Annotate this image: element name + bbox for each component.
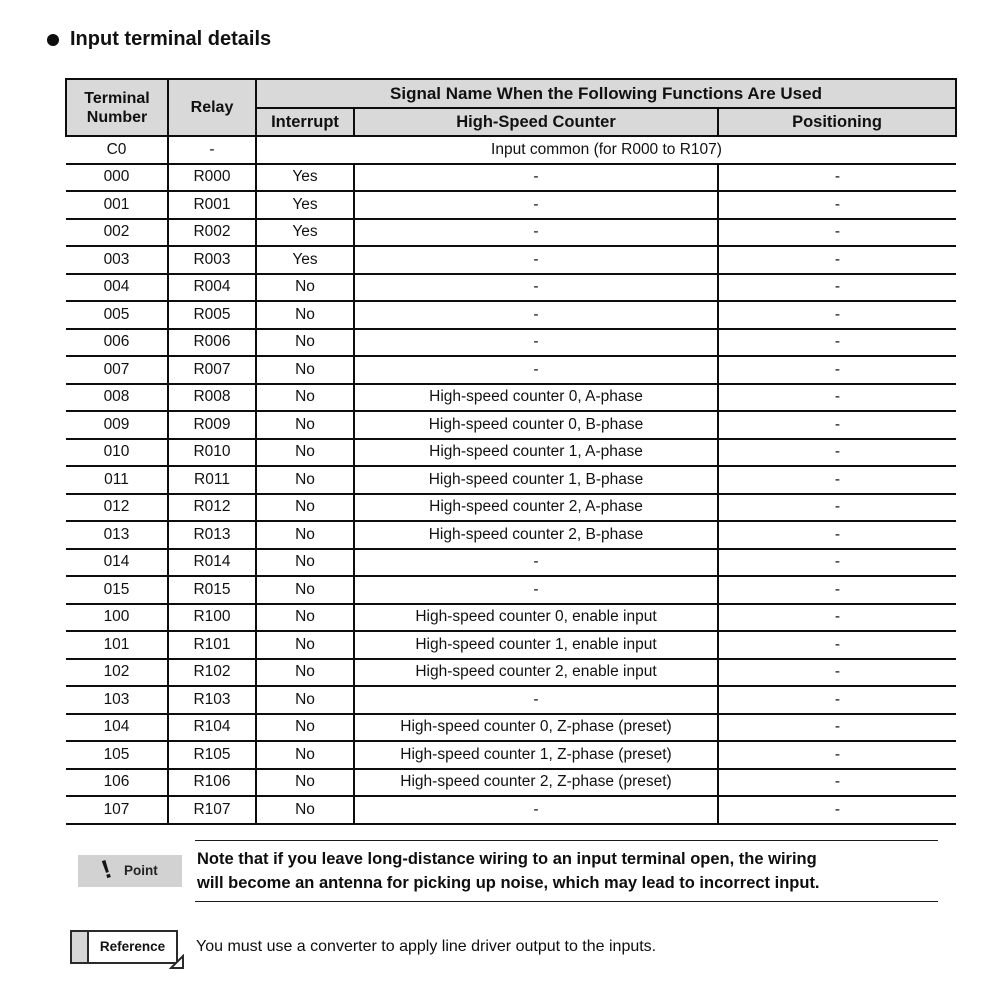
cell-interrupt: No (256, 659, 354, 687)
table-row (66, 576, 956, 604)
table-row (66, 769, 956, 797)
cell-relay: R013 (168, 521, 256, 549)
table-row (66, 604, 956, 632)
section-title-row (0, 0, 1000, 51)
cell-terminal: 107 (66, 796, 168, 824)
cell-terminal: 003 (66, 246, 168, 274)
table-row (66, 411, 956, 439)
cell-positioning: - (718, 796, 956, 824)
cell-relay: R007 (168, 356, 256, 384)
cell-positioning: - (718, 301, 956, 329)
cell-relay: R106 (168, 769, 256, 797)
cell-interrupt: No (256, 494, 354, 522)
table-row (66, 686, 956, 714)
cell-counter: High-speed counter 1, A-phase (354, 439, 718, 467)
cell-interrupt: No (256, 466, 354, 494)
cell-positioning: - (718, 604, 956, 632)
cell-counter: - (354, 576, 718, 604)
cell-counter: - (354, 356, 718, 384)
cell-relay: R000 (168, 164, 256, 192)
cell-relay: R009 (168, 411, 256, 439)
table-header (66, 79, 956, 136)
point-badge-label: Point (123, 863, 158, 878)
cell-counter: - (354, 191, 718, 219)
table-row (66, 164, 956, 192)
cell-relay: R004 (168, 274, 256, 302)
cell-interrupt: No (256, 356, 354, 384)
header-terminal-number: Terminal Number (66, 79, 168, 136)
cell-interrupt: No (256, 301, 354, 329)
table-row (66, 356, 956, 384)
cell-interrupt: No (256, 796, 354, 824)
page-title: Input terminal details (70, 28, 272, 50)
cell-terminal: 101 (66, 631, 168, 659)
cell-counter: High-speed counter 0, enable input (354, 604, 718, 632)
cell-positioning: - (718, 686, 956, 714)
table-row (66, 631, 956, 659)
cell-counter: - (354, 274, 718, 302)
header-relay: Relay (168, 79, 256, 136)
cell-input-common: Input common (for R000 to R107) (256, 136, 956, 164)
cell-interrupt: No (256, 521, 354, 549)
cell-positioning: - (718, 576, 956, 604)
cell-positioning: - (718, 439, 956, 467)
point-note-text (195, 840, 938, 902)
table-row (66, 384, 956, 412)
table-body (66, 136, 956, 824)
cell-counter: - (354, 219, 718, 247)
cell-relay: R104 (168, 714, 256, 742)
cell-counter: High-speed counter 1, enable input (354, 631, 718, 659)
cell-interrupt: No (256, 604, 354, 632)
cell-relay: R101 (168, 631, 256, 659)
point-note-line-1: Note that if you leave long-distance wiring to an input terminal open, the wiring (197, 849, 817, 868)
cell-interrupt: No (256, 274, 354, 302)
cell-terminal: 015 (66, 576, 168, 604)
cell-positioning: - (718, 219, 956, 247)
cell-positioning: - (718, 164, 956, 192)
cell-counter: - (354, 796, 718, 824)
table-row (66, 741, 956, 769)
cell-positioning: - (718, 274, 956, 302)
cell-positioning: - (718, 466, 956, 494)
cell-counter: High-speed counter 0, B-phase (354, 411, 718, 439)
cell-relay: R103 (168, 686, 256, 714)
table-row (66, 219, 956, 247)
cell-terminal: 001 (66, 191, 168, 219)
input-common-row (66, 136, 956, 164)
table-row (66, 494, 956, 522)
cell-terminal: 100 (66, 604, 168, 632)
point-badge (78, 855, 182, 887)
table-row (66, 439, 956, 467)
reference-note-text: You must use a converter to apply line driver output to the inputs. (196, 937, 657, 955)
cell-positioning: - (718, 659, 956, 687)
cell-positioning: - (718, 494, 956, 522)
cell-positioning: - (718, 384, 956, 412)
cell-terminal: 007 (66, 356, 168, 384)
cell-interrupt: Yes (256, 191, 354, 219)
table-row (66, 796, 956, 824)
point-note-line-2: will become an antenna for picking up noise, which may lead to incorrect input. (197, 873, 820, 892)
cell-positioning: - (718, 741, 956, 769)
cell-terminal: 006 (66, 329, 168, 357)
cell-interrupt: Yes (256, 246, 354, 274)
cell-relay: R100 (168, 604, 256, 632)
cell-positioning: - (718, 356, 956, 384)
cell-positioning: - (718, 329, 956, 357)
cell-terminal: 102 (66, 659, 168, 687)
cell-terminal: 106 (66, 769, 168, 797)
cell-relay: R005 (168, 301, 256, 329)
cell-counter: - (354, 329, 718, 357)
header-signal-name-group: Signal Name When the Following Functions Are Used (256, 79, 956, 108)
cell-terminal: 103 (66, 686, 168, 714)
cell-interrupt: No (256, 549, 354, 577)
page-fold-icon (169, 954, 186, 970)
cell-positioning: - (718, 769, 956, 797)
cell-counter: High-speed counter 2, A-phase (354, 494, 718, 522)
cell-relay: - (168, 136, 256, 164)
cell-relay: R102 (168, 659, 256, 687)
table-row (66, 659, 956, 687)
cell-counter: High-speed counter 2, Z-phase (preset) (354, 769, 718, 797)
cell-counter: High-speed counter 0, Z-phase (preset) (354, 714, 718, 742)
cell-relay: R003 (168, 246, 256, 274)
cell-positioning: - (718, 191, 956, 219)
cell-terminal: 000 (66, 164, 168, 192)
cell-terminal: 013 (66, 521, 168, 549)
point-note (78, 840, 938, 902)
table-row (66, 549, 956, 577)
cell-terminal: 008 (66, 384, 168, 412)
header-row-1 (66, 79, 956, 108)
input-terminal-table (65, 78, 957, 825)
cell-positioning: - (718, 411, 956, 439)
cell-terminal: 104 (66, 714, 168, 742)
cell-relay: R002 (168, 219, 256, 247)
cell-terminal: 014 (66, 549, 168, 577)
cell-interrupt: No (256, 686, 354, 714)
header-interrupt: Interrupt (256, 108, 354, 136)
cell-positioning: - (718, 521, 956, 549)
cell-counter: High-speed counter 0, A-phase (354, 384, 718, 412)
header-high-speed-counter: High-Speed Counter (354, 108, 718, 136)
reference-badge-spine (72, 932, 89, 962)
cell-counter: High-speed counter 2, enable input (354, 659, 718, 687)
cell-terminal: 010 (66, 439, 168, 467)
cell-interrupt: Yes (256, 164, 354, 192)
cell-relay: R107 (168, 796, 256, 824)
cell-terminal: 009 (66, 411, 168, 439)
cell-interrupt: Yes (256, 219, 354, 247)
cell-relay: R010 (168, 439, 256, 467)
cell-counter: - (354, 549, 718, 577)
cell-interrupt: No (256, 329, 354, 357)
exclamation-icon: ! (97, 853, 116, 885)
cell-interrupt: No (256, 769, 354, 797)
cell-interrupt: No (256, 411, 354, 439)
cell-positioning: - (718, 631, 956, 659)
cell-terminal: 012 (66, 494, 168, 522)
table-row (66, 274, 956, 302)
cell-counter: High-speed counter 2, B-phase (354, 521, 718, 549)
cell-terminal: 011 (66, 466, 168, 494)
table-row (66, 521, 956, 549)
cell-terminal: 004 (66, 274, 168, 302)
cell-relay: R008 (168, 384, 256, 412)
cell-relay: R105 (168, 741, 256, 769)
reference-note (70, 930, 1000, 964)
cell-relay: R006 (168, 329, 256, 357)
table-row (66, 191, 956, 219)
cell-terminal: 002 (66, 219, 168, 247)
cell-terminal: 005 (66, 301, 168, 329)
cell-relay: R015 (168, 576, 256, 604)
cell-interrupt: No (256, 384, 354, 412)
table-row (66, 301, 956, 329)
cell-counter: High-speed counter 1, Z-phase (preset) (354, 741, 718, 769)
table-row (66, 329, 956, 357)
cell-terminal: 105 (66, 741, 168, 769)
cell-counter: - (354, 686, 718, 714)
cell-interrupt: No (256, 714, 354, 742)
cell-positioning: - (718, 714, 956, 742)
cell-interrupt: No (256, 576, 354, 604)
cell-interrupt: No (256, 439, 354, 467)
bullet-icon (47, 34, 59, 46)
cell-counter: - (354, 164, 718, 192)
header-positioning: Positioning (718, 108, 956, 136)
table-row (66, 466, 956, 494)
cell-counter: High-speed counter 1, B-phase (354, 466, 718, 494)
reference-badge-label: Reference (99, 939, 166, 954)
reference-badge (70, 930, 178, 964)
cell-counter: - (354, 246, 718, 274)
cell-relay: R014 (168, 549, 256, 577)
cell-interrupt: No (256, 741, 354, 769)
table-row (66, 246, 956, 274)
cell-counter: - (354, 301, 718, 329)
table-row (66, 714, 956, 742)
cell-relay: R011 (168, 466, 256, 494)
cell-relay: R001 (168, 191, 256, 219)
cell-positioning: - (718, 246, 956, 274)
cell-interrupt: No (256, 631, 354, 659)
cell-terminal: C0 (66, 136, 168, 164)
cell-relay: R012 (168, 494, 256, 522)
cell-positioning: - (718, 549, 956, 577)
